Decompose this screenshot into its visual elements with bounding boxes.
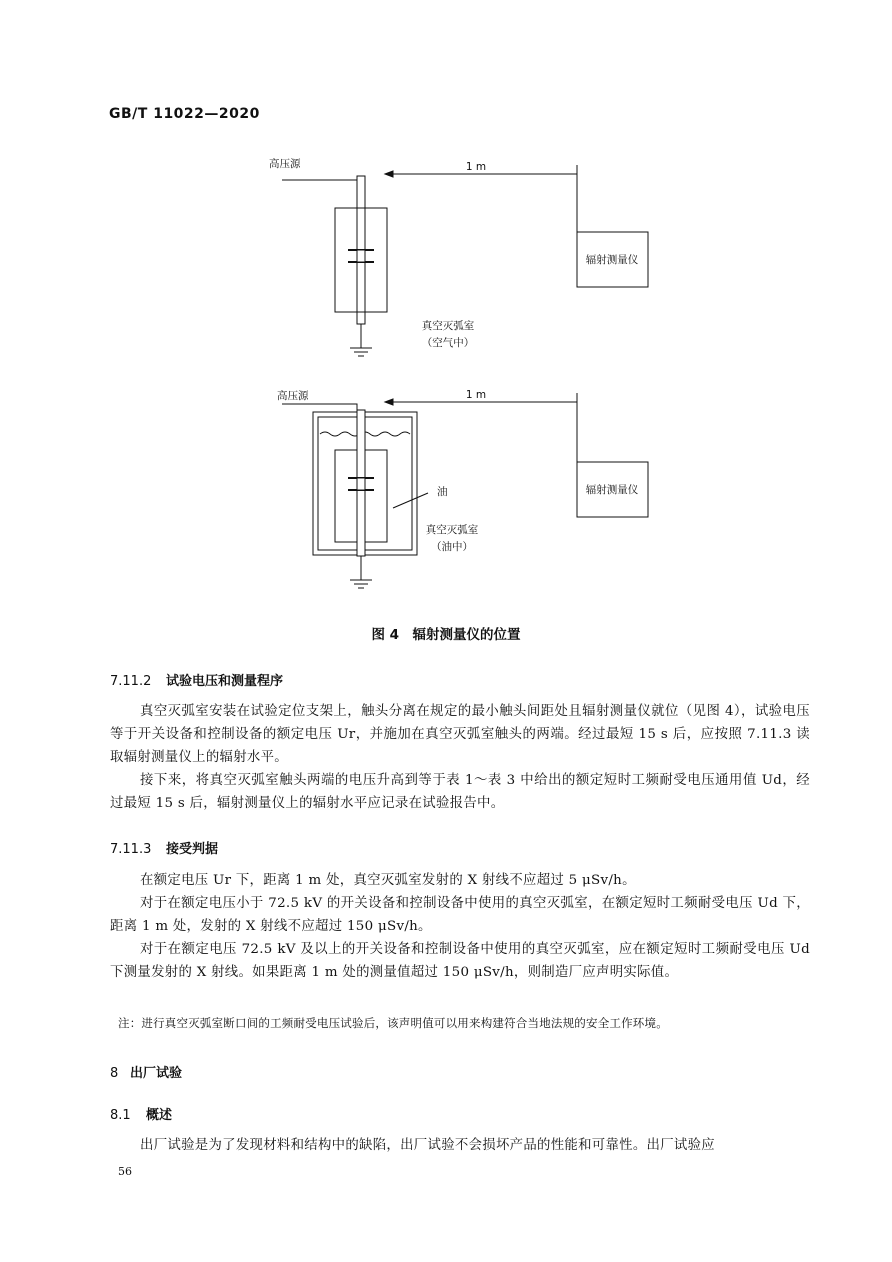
paragraph: 对于在额定电压小于 72.5 kV 的开关设备和控制设备中使用的真空灭弧室，在额定短时工频耐受电压 Ud 下，距离 1 m 处，发射的 X 射线不应超过 150 μSv/h。 <box>110 896 810 934</box>
top-distance-label: 1 m <box>465 161 487 173</box>
paragraph: 在额定电压 Ur 下，距离 1 m 处，真空灭弧室发射的 X 射线不应超过 5 μSv/h。 <box>140 873 636 888</box>
bottom-distance-label: 1 m <box>465 389 487 401</box>
section-number: 8.1 <box>110 1108 131 1123</box>
section-number: 8 <box>110 1066 119 1081</box>
bottom-radiation-meter-label: 辐射测量仪 <box>585 484 639 496</box>
section-title: 接受判据 <box>166 842 219 857</box>
section-heading-7-11-2 <box>110 670 283 689</box>
top-ground-icon <box>350 348 372 356</box>
top-radiation-meter-label: 辐射测量仪 <box>585 254 639 266</box>
oil-leader-line <box>393 493 428 508</box>
section-title: 试验电压和测量程序 <box>166 674 284 689</box>
section-title: 概述 <box>146 1108 173 1123</box>
note: 注：进行真空灭弧室断口间的工频耐受电压试验后，该声明值可以用来构建符合当地法规的安全工作环境。 <box>118 1016 668 1030</box>
top-hv-source-label: 高压源 <box>269 158 301 170</box>
top-chamber-label: 真空灭弧室 <box>421 320 475 332</box>
section-heading-7-11-3 <box>110 838 218 857</box>
section-body-7-11-2 <box>110 700 810 815</box>
section-number: 7.11.3 <box>110 842 152 857</box>
bottom-chamber-label: 真空灭弧室 <box>425 524 479 536</box>
page-number: 56 <box>118 1165 132 1178</box>
paragraph: 接下来，将真空灭弧室触头两端的电压升高到等于表 1～表 3 中给出的额定短时工频耐受电压通用值 Ud，经过最短 15 s 后，辐射测量仪上的辐射水平应记录在试验报告中。 <box>110 773 810 811</box>
bottom-hv-source-label: 高压源 <box>277 390 309 402</box>
standard-code: GB/T 11022—2020 <box>109 106 260 122</box>
oil-label: 油 <box>437 486 448 498</box>
figure-caption: 图 4 辐射测量仪的位置 <box>371 627 521 643</box>
bottom-chamber-sublabel: （油中） <box>431 541 473 553</box>
paragraph: 真空灭弧室安装在试验定位支架上，触头分离在规定的最小触头间距处且辐射测量仪就位（见图 4），试验电压等于开关设备和控制设备的额定电压 Ur，并施加在真空灭弧室触头的两端。经过最短 15 s 后，应按照 7.11.3 读取辐射测量仪上的辐射水平。 <box>110 704 810 765</box>
bottom-ground-icon <box>350 580 372 588</box>
section-title: 出厂试验 <box>130 1066 183 1081</box>
paragraph: 出厂试验是为了发现材料和结构中的缺陷，出厂试验不会损坏产品的性能和可靠性。出厂试验应 <box>140 1138 716 1153</box>
section-body-8-1 <box>110 1134 810 1157</box>
section-body-7-11-3 <box>110 869 810 984</box>
section-heading-8-1 <box>110 1104 172 1123</box>
section-heading-8 <box>110 1062 182 1081</box>
section-number: 7.11.2 <box>110 674 152 689</box>
top-chamber-sublabel: （空气中） <box>421 337 475 349</box>
paragraph: 对于在额定电压 72.5 kV 及以上的开关设备和控制设备中使用的真空灭弧室，应在额定短时工频耐受电压 Ud 下测量发射的 X 射线。如果距离 1 m 处的测量值超过 150 μSv/h，则制造厂应声明实际值。 <box>110 942 810 980</box>
